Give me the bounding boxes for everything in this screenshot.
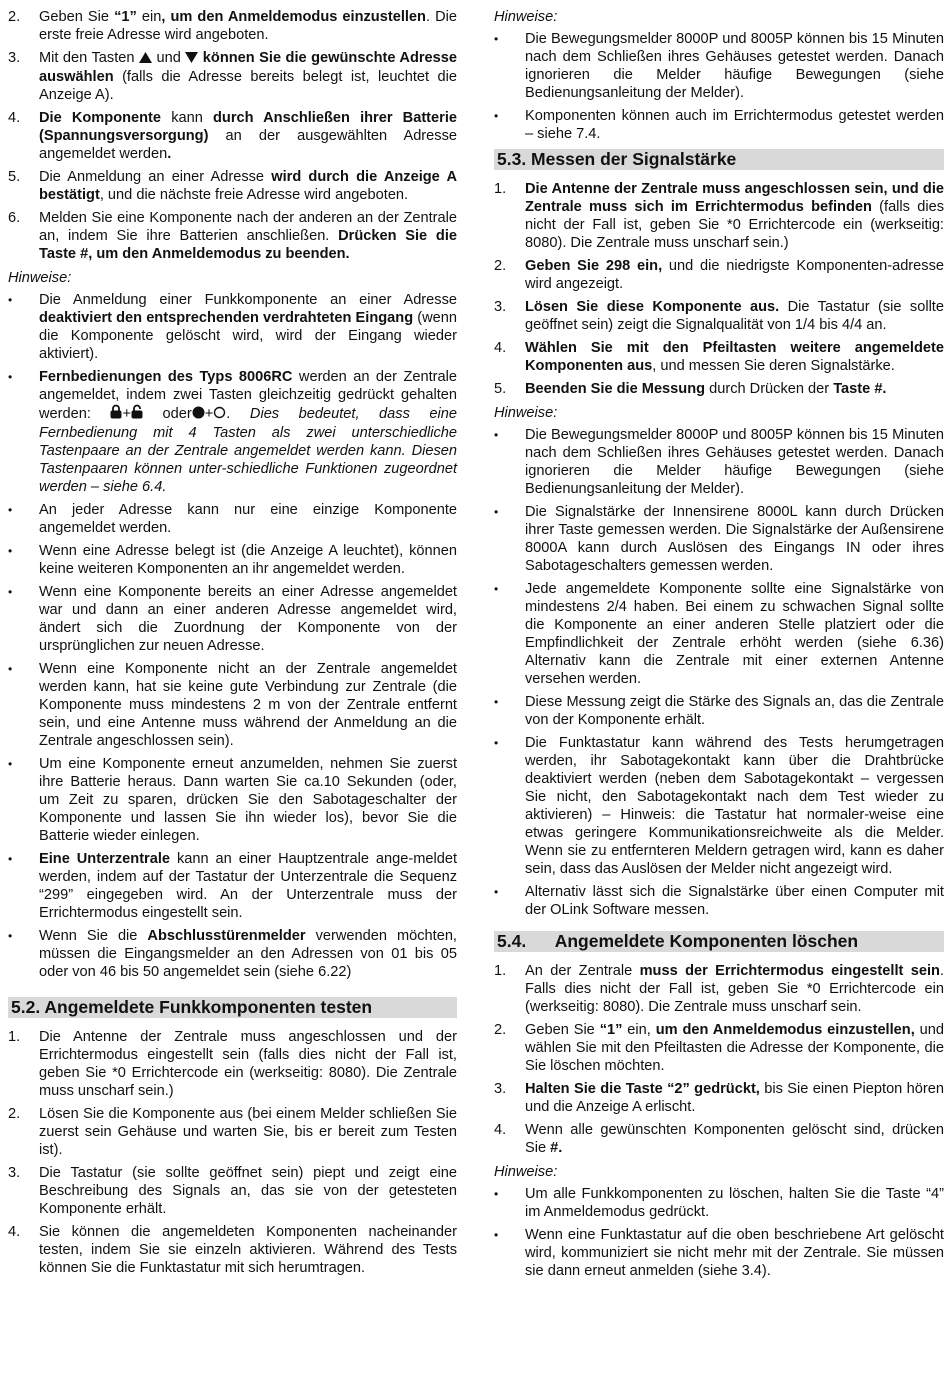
filled-circle-icon	[192, 406, 205, 424]
list-item: • Jede angemeldete Komponente sollte eine Signalstärke von mindestens 2/4 haben. Bei einem zu schwachen Signal sollte die Komponente an einer anderen Stelle platziert oder die Empfindlichkeit der Zentrale erhöht werden (siehe 6.36) Alternativ kann die Zentrale mit einer externen Antenne versehen werden.	[494, 581, 944, 687]
list-item: 2. Geben Sie 298 ein, und die niedrigste Komponenten-adresse wird angezeigt.	[494, 258, 944, 292]
list-item: 3. Mit den Tasten und können Sie die gewünschte Adresse auswählen (falls die Adresse bereits belegt ist, leuchtet die Anzeige A).	[8, 50, 457, 103]
padlock-closed-icon	[110, 404, 122, 424]
list-item: 1. An der Zentrale muss der Errichtermodus eingestellt sein. Falls dies nicht der Fall ist, geben Sie *0 Errichtercode ein (werkseitig: 8080). Die Zentrale muss unscharf sein.	[494, 963, 944, 1015]
list-item: • Die Bewegungsmelder 8000P und 8005P können bis 15 Minuten nach dem Schließen ihres Gehäuses getestet werden. Danach ignorieren die Melder häufige Bewegungen (siehe Bedienungsanleitung der Melder).	[494, 31, 944, 101]
list-item: 5. Die Anmeldung an einer Adresse wird durch die Anzeige A bestätigt, und die nächste freie Adresse wird angeboten.	[8, 169, 457, 203]
section-heading-5-2: 5.2. Angemeldete Funkkomponenten testen	[8, 997, 457, 1018]
list-item: • Wenn eine Komponente bereits an einer Adresse angemeldet war und dann an einer anderen Adresse angemeldet wird, ändert sich die Zuordnung der Komponente von der ursprünglichen zur neuen Adresse.	[8, 584, 457, 654]
list-item: • Alternativ lässt sich die Signalstärke über einen Computer mit der OLink Software messen.	[494, 884, 944, 918]
list-item: • An jeder Adresse kann nur eine einzige Komponente angemeldet werden.	[8, 502, 457, 536]
list-item: • Wenn eine Adresse belegt ist (die Anzeige A leuchtet), können keine weiteren Komponenten an ihr angemeldet werden.	[8, 543, 457, 577]
notes-label: Hinweise:	[494, 9, 558, 25]
left-column	[8, 8, 457, 1282]
open-circle-icon	[213, 406, 226, 424]
list-item: 1. Die Antenne der Zentrale muss angeschlossen und der Errichtermodus eingestellt sein (falls dies nicht der Fall ist, geben Sie *0 Errichtercode ein (werkseitig: 8080). Die Zentrale muss unscharf sein.)	[8, 1029, 457, 1099]
list-item: 4. Die Komponente kann durch Anschließen ihrer Batterie (Spannungsversorgung) an der ausgewählten Adresse angemeldet werden.	[8, 110, 457, 162]
list-item: • Die Funktastatur kann während des Tests herumgetragen werden, ihr Sabotagekontakt kann über die Drahtbrücke deaktiviert werden (neben dem Sabotagekontakt – vergessen Sie nicht, den Sabotagekontakt nach dem Test wieder zu aktivieren) – Hinweis: die Tastatur hat normaler-weise eine etwas geringere Kommunikationsreichweite als die Melder. Wenn sie zu entfernteren Meldern getragen wird, kann es daher sein, dass das Auslösen der Melder nicht angezeigt wird.	[494, 735, 944, 877]
list-item: • Um eine Komponente erneut anzumelden, nehmen Sie zuerst ihre Batterie heraus. Dann warten Sie ca.10 Sekunden (oder, um Zeit zu sparen, drücken Sie den Sabotageschalter der Komponente und lassen Sie ihn wieder los), bevor Sie die Batterie wieder einlegen.	[8, 756, 457, 844]
list-item: 4. Wählen Sie mit den Pfeiltasten weitere angemeldete Komponenten aus, und messen Sie deren Signalstärke.	[494, 340, 944, 374]
list-item: • Komponenten können auch im Errichtermodus getestet werden – siehe 7.4.	[494, 108, 944, 142]
arrow-down-icon	[185, 50, 198, 68]
list-item: 4. Wenn alle gewünschten Komponenten gelöscht sind, drücken Sie #.	[494, 1122, 944, 1156]
notes-label: Hinweise:	[494, 405, 558, 421]
list-item: • Die Bewegungsmelder 8000P und 8005P können bis 15 Minuten nach dem Schließen ihres Gehäuses getestet werden. Danach ignorieren die Melder häufige Bewegungen (siehe Bedienungsanleitung der Melder).	[494, 427, 944, 497]
notes-label: Hinweise:	[8, 270, 72, 286]
list-item: • Wenn eine Funktastatur auf die oben beschriebene Art gelöscht wird, kommuniziert sie nicht mehr mit der Zentrale. Sie müssen sie dann erneut anmelden (siehe 3.4).	[494, 1227, 944, 1279]
notes-label: Hinweise:	[494, 1164, 558, 1180]
notes-list	[494, 30, 944, 143]
steps-list-5-3	[494, 180, 944, 398]
list-item: 4. Sie können die angemeldeten Komponenten nacheinander testen, indem Sie sie einzeln aktivieren. Während des Tests können Sie die Funktastatur mit sich herumtragen.	[8, 1224, 457, 1276]
arrow-up-icon	[139, 50, 152, 68]
list-item: 3. Die Tastatur (sie sollte geöffnet sein) piept und zeigt eine Beschreibung des Signals an, das sie von der getesteten Komponente erhält.	[8, 1165, 457, 1217]
list-item: • Eine Unterzentrale kann an einer Hauptzentrale ange-meldet werden, indem auf der Tastatur der Unterzentrale die Sequenz “299” eingegeben wird. An der Unterzentrale muss der Errichtermodus eingestellt sein.	[8, 851, 457, 921]
list-item: 3. Lösen Sie diese Komponente aus. Die Tastatur (sie sollte geöffnet sein) zeigt die Signalqualität von 1/4 bis 4/4 an.	[494, 299, 944, 333]
list-item: 2. Lösen Sie die Komponente aus (bei einem Melder schließen Sie zuerst sein Gehäuse und warten Sie, bis er bereit zum Testen ist).	[8, 1106, 457, 1158]
list-item: 2. Geben Sie “1” ein, um den Anmeldemodus einzustellen, und wählen Sie mit den Pfeiltasten die Adresse der Komponente, die Sie löschen möchten.	[494, 1022, 945, 1074]
notes-list	[8, 291, 457, 981]
notes-list	[494, 1185, 944, 1280]
section-heading-5-4: 5.4. Angemeldete Komponenten löschen	[494, 931, 944, 952]
list-item: • Um alle Funkkomponenten zu löschen, halten Sie die Taste “4” im Anmeldemodus gedrückt.	[494, 1186, 944, 1220]
padlock-open-icon	[131, 404, 143, 424]
list-item: • Die Signalstärke der Innensirene 8000L kann durch Drücken ihrer Taste gemessen werden. Die Signalstärke der Außensirene 8000A kann durch Auslösen des Eingangs IN oder ihres Sabotageschalters gemessen werden.	[494, 504, 944, 574]
list-item: 3. Halten Sie die Taste “2” gedrückt, bis Sie einen Piepton hören und die Anzeige A erlischt.	[494, 1081, 944, 1115]
list-item: 2. Geben Sie “1” ein, um den Anmeldemodus einzustellen. Die erste freie Adresse wird angeboten.	[8, 9, 457, 43]
steps-list-5-2	[8, 1028, 457, 1277]
list-item: • Diese Messung zeigt die Stärke des Signals an, das die Zentrale von der Komponente erhält.	[494, 694, 944, 728]
list-item: 1. Die Antenne der Zentrale muss angeschlossen sein, und die Zentrale muss sich im Errichtermodus befinden (falls dies nicht der Fall ist, geben Sie *0 Errichtercode ein (werkseitig: 8080). Die Zentrale muss unscharf sein.)	[494, 181, 944, 251]
right-column	[494, 8, 944, 1285]
steps-list-5-4	[494, 962, 944, 1157]
list-item: • Die Anmeldung einer Funkkomponente an einer Adresse deaktiviert den entsprechenden verdrahteten Eingang (wenn die Komponente gelöscht wird, wird der Eingang wieder aktiviert).	[8, 292, 457, 362]
list-item: 5. Beenden Sie die Messung durch Drücken der Taste #.	[494, 381, 887, 397]
notes-list	[494, 426, 944, 919]
steps-list-intro	[8, 8, 457, 263]
list-item: • Fernbedienungen des Typs 8006RC werden an der Zentrale angemeldet, indem zwei Tasten gleichzeitig gedrückt gehalten werden: + oder + . Dies bedeutet, dass eine Fernbedienung mit 4 Tasten als zwei unterschiedliche Tastenpaare an der Zentrale angemeldet werden kann. Diesen Tastenpaaren können unter-schiedliche Funktionen zugeordnet werden – siehe 6.4.	[8, 369, 458, 495]
section-heading-5-3: 5.3. Messen der Signalstärke	[494, 149, 944, 170]
list-item: • Wenn eine Komponente nicht an der Zentrale angemeldet werden kann, hat sie keine gute Verbindung zur Zentrale (die Komponente muss mindestens 2 m von der Zentrale entfernt sein, und eine Antenne muss während der Anmeldung an die Zentrale angeschlossen sein).	[8, 661, 457, 749]
list-item: 6. Melden Sie eine Komponente nach der anderen an der Zentrale an, indem Sie ihre Batterien anschließen. Drücken Sie die Taste #, um den Anmeldemodus zu beenden.	[8, 210, 457, 262]
list-item: • Wenn Sie die Abschlusstürenmelder verwenden möchten, müssen die Eingangsmelder an den Adressen von 01 bis 05 oder von 46 bis 50 angemeldet sein (siehe 6.22)	[8, 928, 457, 980]
